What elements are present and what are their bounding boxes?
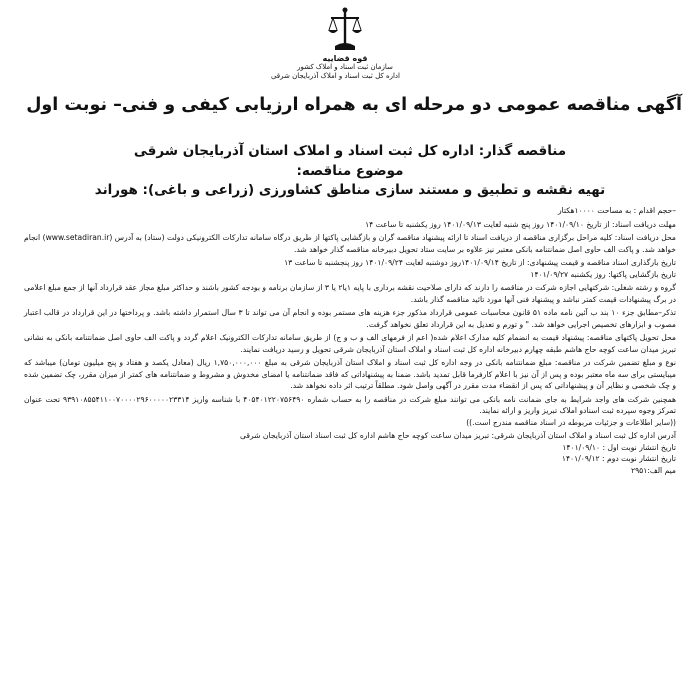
judiciary-scales-emblem-icon	[325, 6, 365, 54]
office-address: آدرس اداره کل ثبت اسناد و املاک استان آذربایجان شرقی: تبریز میدان ساعت کوچه حاج هاشم اداره کل ثبت اسناد استان آذربایجان شرقی	[240, 431, 676, 440]
notice-body	[24, 205, 676, 476]
logo-line-judiciary: قوه قضاییه	[322, 54, 368, 63]
tender-organizer: مناقصه گذار: اداره کل ثبت اسناد و املاک استان آذربایجان شرقی	[133, 143, 567, 159]
upload-dates: تاریخ بارگذاری اسناد مناقصه و قیمت پیشنهادی: از تاریخ ۱۴۰۱/۰۹/۱۴روز دوشنبه لغایت ۱۴۰۱/۰۹/۲۴ روز پنجشنبه تا ساعت ۱۳	[284, 258, 676, 267]
more-info-note: ((سایر اطلاعات و جزئیات مربوطه در اسناد مناقصه مندرج است.))	[466, 417, 676, 427]
guarantee-details: نوع و مبلغ تضمین شرکت در مناقصه: مبلغ ضمانتنامه بانکی در وجه اداره کل ثبت اسناد و املاک استان آذربایجان شرقی به مبلغ ۱,۷۵۰,۰۰۰,۰۰۰ ریال (معادل یکصد و هفتاد و پنج میلیون تومان) میباشد که میبایستی برای سه ماه معتبر بوده و پس از آن نیز با اعلام کارفرما قابل تمدید باشد. ضمنا به پیشنهاداتی که فاقد ضمانتنامه یا امضای مخدوش و مشروط و ضمانتنامه های کمتر از میزان مقرر، چک تضمین شده و چک شخصی و نظایر آن و پیشنهاداتی که پس از انقضاء مدت مقرر در آگهی واصل شود. مطلقاً ترتیب اثر داده نخواهد شد.	[24, 358, 676, 390]
subject-text: تهیه نقشه و تطبیق و مستند سازی مناطق کشاورزی (زراعی و باغی): هوراند	[94, 182, 606, 198]
eligibility: گروه و رشته شغلی: شرکتهایی اجازه شرکت در مناقصه را دارند که دارای صلاحیت نقشه برداری با پایه ۱یا۲ یا ۳ از سازمان برنامه و بودجه کشور باشند و حداکثر مبلغ مجاز عقد قرارداد آنها از جمع مبلغ اعلامی در برگ پیشنهادات قیمت کمتر نباشد و پیشنهاد فنی آنها مورد تائید مناقصه گذار باشد.	[24, 283, 676, 304]
delivery-location: محل تحویل پاکتهای مناقصه: پیشنهاد قیمت به انضمام کلیه مدارک اعلام شده( اعم از فرمهای الف و ب و ج) از طریق سامانه تدارکات الکترونیک اعلام گردد و پاکت الف حاوی اصل ضمانتنامه بانکی به نشانی تبریز میدان ساعت کوچه حاج هاشم طبقه چهارم دبیرخانه اداره کل ثبت اسناد و املاک استان آذربایجان شرقی تحویل و رسید دریافت نمایند.	[24, 333, 676, 354]
second-publish-date: تاریخ انتشار نوبت دوم : ۱۴۰۱/۰۹/۱۲	[561, 454, 676, 463]
logo-line-department: اداره کل ثبت اسناد و املاک آذربایجان شرقی	[270, 72, 400, 80]
legal-note: تذکر–مطابق جزء ۱۰ بند ب آئین نامه ماده ۵۱ قانون محاسبات عمومی قرارداد مذکور جزء هزینه های مستمر بوده و انجام آن می تواند تا ۳ سال استمرار داشته باشد. و پرداختها در این قرارداد در قالب اعتبار مصوب و ابزارهای تخصیص اجرایی خواهد شد. " و تورم و تعدیل به این قرارداد تعلق نخواهد گرفت.	[24, 308, 676, 329]
subject-heading: موضوع مناقصه:	[296, 163, 404, 179]
document-deadline: مهلت دریافت اسناد: از تاریخ ۱۴۰۱/۰۹/۱۰ روز پنج شنبه لغایت ۱۴۰۱/۰۹/۱۳ روز یکشنبه تا ساعت ۱۴	[365, 219, 676, 229]
logo-line-organization: سازمان ثبت اسناد و املاک کشور	[297, 63, 393, 71]
notice-code: میم الف:۲۹۵۱	[631, 465, 676, 475]
header-logo	[270, 6, 400, 92]
notice-title: آگهی مناقصه عمومی دو مرحله ای به همراه ارزیابی کیفی و فنی– نوبت اول	[26, 95, 682, 115]
document-location: محل دریافت اسناد: کلیه مراحل برگزاری مناقصه از دریافت اسناد تا ارائه پیشنهاد مناقصه گران و بازگشایی پاکتها از طریق درگاه سامانه تدارکات الکترونیکی دولت (ستاد) به آدرس (www.setadiran.ir) انجام خواهد شد. و پاکت الف حاوی اصل ضمانتنامه بانکی معتبر نیز علاوه بر سایت ستاد تحویل دبیرخانه مناقصه گذار خواهد شد.	[24, 233, 676, 254]
volume-line: –حجم اقدام : به مساحت ۱۰۰۰۰هکتار	[558, 206, 676, 215]
first-publish-date: تاریخ انتشار نوبت اول : ۱۴۰۱/۰۹/۱۰	[562, 442, 676, 452]
deposit-alternative: همچنین شرکت های واجد شرایط به جای ضمانت نامه بانکی می توانند مبلغ شرکت در مناقصه را به حساب شماره ۴۰۵۴۰۱۲۲۰۷۵۶۴۹۰ با شناسه واریز ۹۳۹۱۰۸۵۵۴۱۱۰۰۷۰۰۰۰۲۹۶۰۰۰۰۰۲۳۳۱۴ تحت عنوان تمرکز وجوه سپرده ثبت اسنادو املاک تبریز واریز و ارائه نمایند.	[24, 394, 677, 415]
opening-date: تاریخ بازگشایی پاکتها: روز یکشنبه ۱۴۰۱/۰۹/۲۷	[530, 269, 676, 279]
